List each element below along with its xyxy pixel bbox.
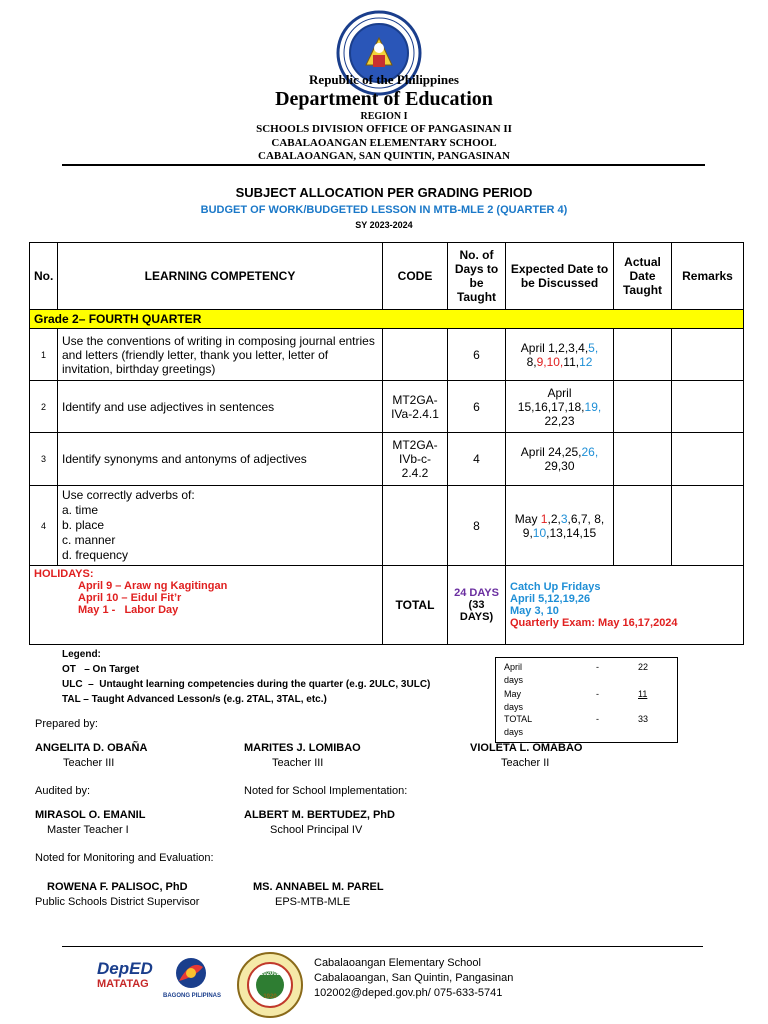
signatory-title: School Principal IV (270, 824, 363, 836)
date-fragment: 8, (526, 354, 537, 369)
catchup-title: Catch Up Fridays (510, 581, 601, 593)
row-code: MT2GA-IVb-c-2.4.2 (383, 433, 448, 486)
row-competency: Use the conventions of writing in composing journal entries and letters (friendly letter, thank you letter, letter of invitation, birthday greetings) (58, 329, 383, 381)
republic-label: Republic of the Philippines (309, 72, 459, 87)
holiday-item: April 10 – Eidul Fit’r (78, 592, 182, 604)
signatory-title: Teacher III (272, 757, 324, 769)
quarter-label: Grade 2– FOURTH QUARTER (30, 310, 744, 329)
holidays-cell (30, 566, 383, 645)
signatory-title: Teacher II (501, 757, 550, 769)
header-competency: LEARNING COMPETENCY (58, 243, 383, 310)
adverb-item: d. frequency (62, 548, 129, 562)
signatory-title: EPS-MTB-MLE (275, 896, 351, 908)
quarter-row (30, 310, 744, 329)
box-value: 11 (638, 689, 648, 699)
date-fragment: ,13,14,15 (546, 525, 597, 540)
audited-by-label: Audited by: (35, 785, 91, 797)
row-dates (506, 433, 614, 486)
table-row (30, 486, 744, 566)
box-unit: days (504, 675, 524, 685)
school-seal-id: 102002 (259, 971, 281, 977)
holiday-item: May 1 - Labor Day (78, 604, 179, 616)
footer-address: Cabalaoangan, San Quintin, Pangasinan (314, 972, 514, 984)
date-fragment: May (514, 511, 541, 526)
address-label: CABALAOANGAN, SAN QUINTIN, PANGASINAN (258, 150, 510, 162)
signatory-name: MARITES J. LOMIBAO (244, 742, 361, 754)
row-no: 4 (30, 486, 58, 566)
legend-title: Legend: (62, 649, 101, 660)
header-days: No. of Days to be Taught (448, 243, 506, 310)
date-fragment: 22,23 (544, 413, 575, 428)
row-code: MT2GA-IVa-2.4.1 (383, 381, 448, 433)
date-fragment: 12 (579, 354, 593, 369)
signatory-name: MS. ANNABEL M. PAREL (253, 881, 384, 893)
catchup-may: May 3, 10 (510, 605, 559, 617)
signatory-name: VIOLETA L. OMABAO (470, 742, 583, 754)
date-fragment: 5, (588, 340, 599, 355)
box-dash: - (596, 689, 599, 699)
date-fragment: 10 (532, 525, 547, 540)
noted-impl-label: Noted for School Implementation: (244, 785, 408, 797)
total-days-alt: (33 DAYS) (459, 599, 494, 623)
holiday-item: April 9 – Araw ng Kagitingan (78, 580, 228, 592)
bagong-pilipinas-icon (165, 955, 217, 995)
table-row (30, 329, 744, 381)
total-days: 24 DAYS (454, 587, 499, 599)
date-fragment: April 24,25, (520, 445, 582, 459)
row-competency: Identify and use adjectives in sentences (58, 381, 383, 433)
row-actual (614, 381, 672, 433)
row-no: 1 (30, 329, 58, 381)
header-remarks: Remarks (672, 243, 744, 310)
row-dates (506, 329, 614, 381)
adverb-item: a. time (62, 503, 99, 517)
row-dates (506, 486, 614, 566)
signatory-title: Public Schools District Supervisor (35, 896, 200, 908)
date-fragment: ,6,7, 8, 9, (522, 511, 605, 540)
prepared-by-label: Prepared by: (35, 718, 98, 730)
legend-item: OT – On Target (62, 664, 140, 675)
legend (62, 647, 430, 707)
row-competency: Identify synonyms and antonyms of adjectives (58, 433, 383, 486)
row-code (383, 486, 448, 566)
header-no: No. (30, 243, 58, 310)
header-code: CODE (383, 243, 448, 310)
signatory-title: Teacher III (63, 757, 115, 769)
signatory-name: ANGELITA D. OBAÑA (35, 742, 148, 754)
row-no: 2 (30, 381, 58, 433)
total-days-cell (448, 566, 506, 645)
deped-matatag-logo (97, 960, 157, 994)
row-remarks (672, 381, 744, 433)
signatory-title: Master Teacher I (47, 824, 129, 836)
bagong-pilipinas-text: BAGONG PILIPINAS (163, 993, 222, 999)
row-dates (506, 381, 614, 433)
table-header-row (30, 243, 744, 310)
box-dash: - (596, 662, 599, 672)
holidays-title: HOLIDAYS: (34, 568, 94, 580)
box-label: TOTAL (504, 714, 533, 724)
row-competency (58, 486, 383, 566)
table-row (30, 433, 744, 486)
signatory-name: ALBERT M. BERTUDEZ, PhD (244, 809, 395, 821)
box-value: 33 (638, 714, 649, 724)
box-unit: days (504, 727, 524, 737)
row-days: 8 (448, 486, 506, 566)
main-title: SUBJECT ALLOCATION PER GRADING PERIOD (235, 185, 533, 200)
header-divider (62, 164, 705, 166)
row-days: 6 (448, 381, 506, 433)
row-actual (614, 433, 672, 486)
division-label: SCHOOLS DIVISION OFFICE OF PANGASINAN II (256, 123, 512, 135)
signatory-name: ROWENA F. PALISOC, PhD (47, 881, 188, 893)
footer-contact: 102002@deped.gov.ph/ 075-633-5741 (314, 987, 503, 999)
date-fragment: 1 (540, 511, 548, 526)
legend-item: TAL – Taught Advanced Lesson/s (e.g. 2TAL, 3TAL, etc.) (62, 694, 327, 705)
school-year: SY 2023-2024 (355, 220, 413, 230)
quarterly-exam: Quarterly Exam: May 16,17,2024 (510, 617, 678, 629)
allocation-table (29, 242, 744, 645)
sub-title: BUDGET OF WORK/BUDGETED LESSON IN MTB-MLE 2 (QUARTER 4) (200, 204, 568, 216)
total-row (30, 566, 744, 645)
school-label: CABALAOANGAN ELEMENTARY SCHOOL (271, 137, 497, 149)
date-fragment: April 1,2,3,4, (520, 340, 589, 355)
school-seal-year: 1920 (263, 994, 277, 1000)
footer-school: Cabalaoangan Elementary School (314, 957, 481, 969)
matatag-logo-text: MATATAG (97, 978, 149, 990)
date-fragment: 19, (584, 399, 602, 414)
date-fragment: 9,10, (536, 354, 564, 369)
signatory-name: MIRASOL O. EMANIL (35, 809, 146, 821)
deped-logo-text: DepED (97, 959, 153, 978)
header-actual: Actual Date Taught (614, 243, 672, 310)
legend-item: ULC – Untaught learning competencies during the quarter (e.g. 2ULC, 3ULC) (62, 679, 431, 690)
row-no: 3 (30, 433, 58, 486)
date-fragment: April 15,16,17,18, (517, 385, 585, 414)
footer-divider (62, 946, 703, 947)
box-value: 22 (638, 662, 649, 672)
date-fragment: 26, (581, 445, 599, 459)
days-summary-box (495, 657, 678, 743)
box-label: April (504, 662, 523, 672)
row-remarks (672, 433, 744, 486)
school-seal-icon (236, 951, 304, 1019)
adverb-item: b. place (62, 518, 105, 532)
row-code (383, 329, 448, 381)
date-fragment: 29,30 (544, 459, 575, 473)
row-remarks (672, 486, 744, 566)
catchup-cell (506, 566, 744, 645)
box-unit: days (504, 702, 524, 712)
box-dash: - (596, 714, 599, 724)
competency-text: Use correctly adverbs of: (62, 488, 195, 502)
row-remarks (672, 329, 744, 381)
noted-monitor-label: Noted for Monitoring and Evaluation: (35, 852, 214, 864)
date-fragment: 3 (560, 511, 568, 526)
box-label: May (504, 689, 522, 699)
region-label: REGION I (360, 111, 408, 122)
table-row (30, 381, 744, 433)
total-label: TOTAL (383, 566, 448, 645)
catchup-april: April 5,12,19,26 (510, 593, 591, 605)
adverb-item: c. manner (62, 533, 116, 547)
department-title: Department of Education (275, 88, 493, 110)
row-days: 6 (448, 329, 506, 381)
row-actual (614, 486, 672, 566)
header-expected: Expected Date to be Discussed (506, 243, 614, 310)
date-fragment: 11, (563, 354, 580, 369)
row-actual (614, 329, 672, 381)
footer-school-info (314, 956, 513, 1001)
row-days: 4 (448, 433, 506, 486)
date-fragment: ,2, (547, 511, 561, 526)
